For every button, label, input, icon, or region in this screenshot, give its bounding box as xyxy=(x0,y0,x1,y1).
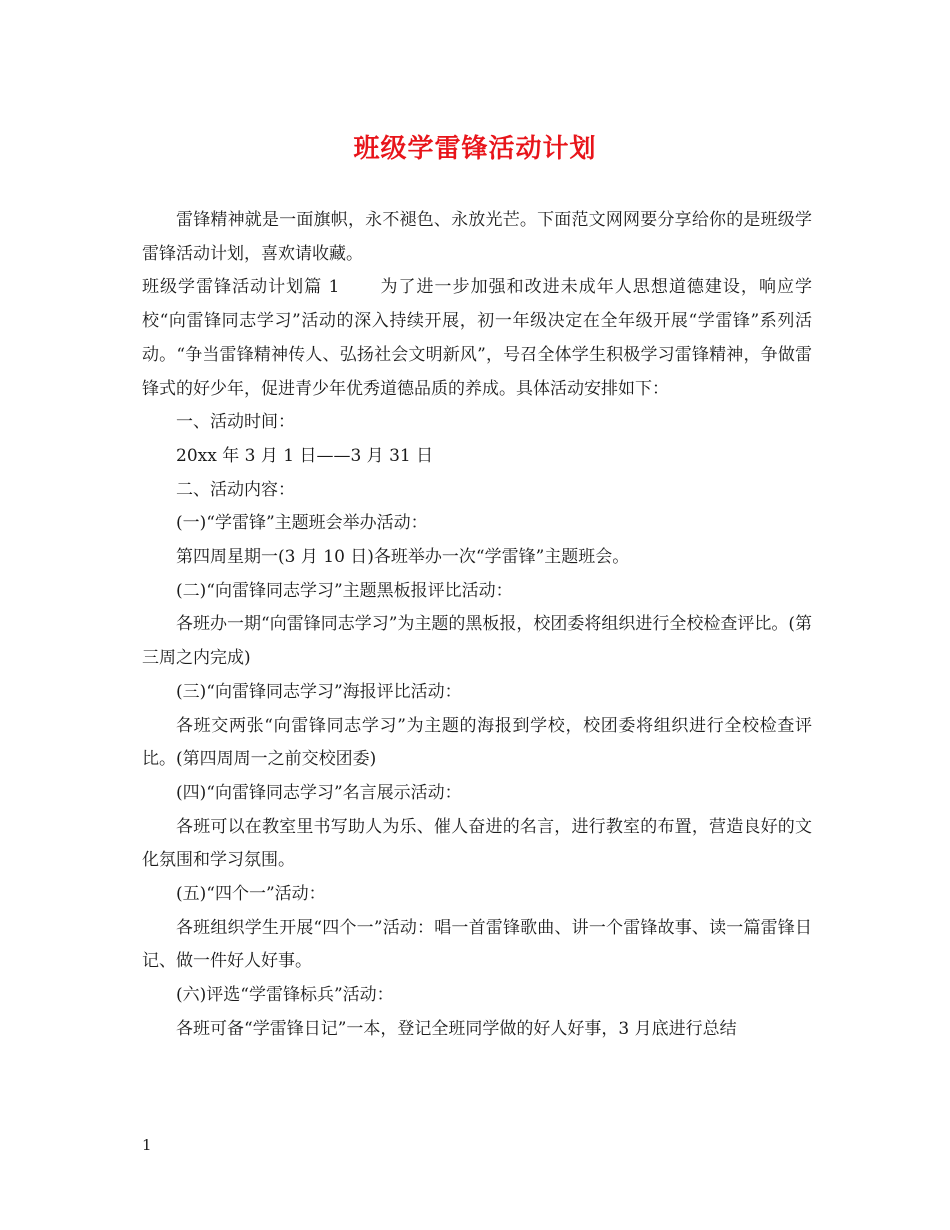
item-3-body: 各班交两张“向雷锋同志学习”为主题的海报到学校，校团委将组织进行全校检查评比。(第四周周一之前交校团委) xyxy=(142,715,812,770)
item-3-title: (三)“向雷锋同志学习”海报评比活动： xyxy=(176,681,462,702)
section-heading-time: 一、活动时间： xyxy=(176,412,295,433)
item-4-body: 各班可以在教室里书写助人为乐、催人奋进的名言，进行教室的布置，营造良好的文化氛围和学习氛围。 xyxy=(142,816,812,871)
article-paragraph xyxy=(142,271,812,406)
item-1-body: 第四周星期一(3 月 10 日)各班举办一次“学雷锋”主题班会。 xyxy=(176,547,630,568)
item-6-body: 各班可备“学雷锋日记”一本，登记全班同学做的好人好事，3 月底进行总结 xyxy=(176,1018,737,1039)
item-4-title: (四)“向雷锋同志学习”名言展示活动： xyxy=(176,782,462,803)
section-heading-content: 二、活动内容： xyxy=(176,479,295,500)
page-number: 1 xyxy=(142,1136,152,1154)
item-1-title: (一)“学雷锋”主题班会举办活动： xyxy=(176,513,428,534)
item-2-body: 各班办一期“向雷锋同志学习”为主题的黑板报，校团委将组织进行全校检查评比。(第三周之内完成) xyxy=(142,614,813,669)
document-body xyxy=(142,204,812,1047)
intro-paragraph: 雷锋精神就是一面旗帜，永不褪色、永放光芒。下面范文网网要分享给你的是班级学雷锋活动计划，喜欢请收藏。 xyxy=(142,210,812,264)
item-2-title: (二)“向雷锋同志学习”主题黑板报评比活动： xyxy=(176,580,513,601)
activity-time: 20xx 年 3 月 1 日——3 月 31 日 xyxy=(176,445,434,466)
item-5-body: 各班组织学生开展“四个一”活动：唱一首雷锋歌曲、讲一个雷锋故事、读一篇雷锋日记、做一件好人好事。 xyxy=(142,917,812,972)
item-6-title: (六)评选“学雷锋标兵”活动： xyxy=(176,985,394,1006)
document-title: 班级学雷锋活动计划 xyxy=(353,134,597,164)
article-body: 为了进一步加强和改进未成年人思想道德建设，响应学校“向雷锋同志学习”活动的深入持续开展，初一年级决定在全年级开展“学雷锋”系列活动。“争当雷锋精神传人、弘扬社会文明新风”，号召全体学生积极学习雷锋精神，争做雷锋式的好少年，促进青少年优秀道德品质的养成。具体活动安排如下： xyxy=(142,277,812,399)
item-5-title: (五)“四个一”活动： xyxy=(176,884,326,905)
article-label: 班级学雷锋活动计划篇 1 xyxy=(142,277,340,298)
